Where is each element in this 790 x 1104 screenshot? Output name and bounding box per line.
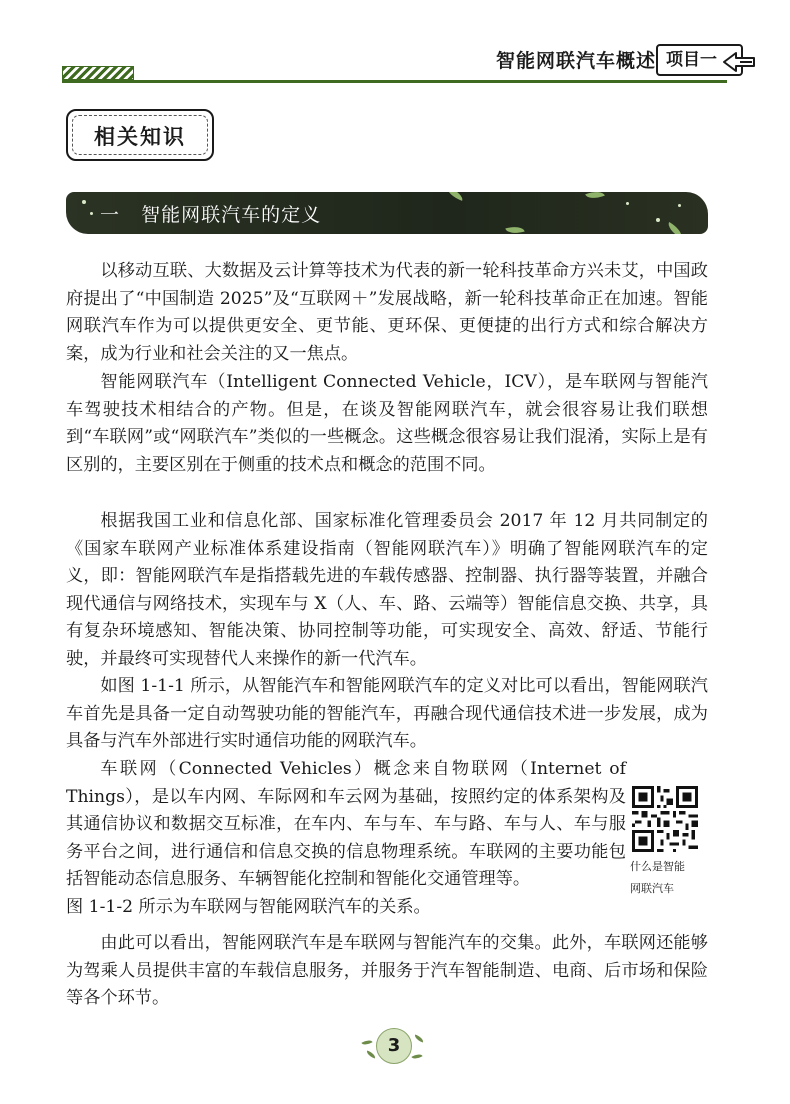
header-rule [62,80,727,83]
decor-dot [82,200,86,204]
leaf-decoration [411,1052,422,1061]
paragraph: 车联网（Connected Vehicles）概念来自物联网（Internet of Things），是以车内网、车际网和车云网为基础，按照约定的体系架构及其通信协议和数据交互标准，在车内、车与车、车与路、车与人、车与服务平台之间，进行通信和信息交换的信息物理系统。车联网的主要功能包括智能动态信息服务、车辆智能化控制和智能化交通管理等。 [66,759,626,890]
decor-dot [656,218,660,222]
project-tag: 项目一 [656,44,743,76]
qr-caption-line: 网联汽车 [630,882,674,895]
section-badge-label: 相关知识 [94,125,186,149]
paragraph: 以移动互联、大数据及云计算等技术为代表的新一轮科技革命方兴未艾，中国政府提出了“中国制造 2025”及“互联网＋”发展战略，新一轮科技革命正在加速。智能网联汽车作为可以提供更安全、更节能、更环保、更便捷的出行方式和综合解决方案，成为行业和社会关注的又一焦点。 [66,261,708,364]
decor-dot [678,204,681,207]
header-stripe-decoration [62,66,134,80]
leaf-decoration [665,222,685,234]
qr-code[interactable] [632,786,698,852]
paragraph: 图 1-1-2 所示为车联网与智能网联汽车的关系。 [66,897,431,917]
leaf-decoration [505,224,524,234]
paragraph: 由此可以看出，智能网联汽车是车联网与智能汽车的交集。此外，车联网还能够为驾乘人员提供丰富的车载信息服务，并服务于汽车智能制造、电商、后市场和保险等各个环节。 [66,933,708,1009]
paragraph: 如图 1-1-1 所示，从智能汽车和智能网联汽车的定义对比可以看出，智能网联汽车首先是具备一定自动驾驶功能的智能汽车，再融合现代通信技术进一步发展，成为具备与汽车外部进行实时通信功能的网联汽车。 [66,676,708,752]
section-badge [66,109,214,161]
arrow-icon [722,50,756,74]
paragraph: 根据我国工业和信息化部、国家标准化管理委员会 2017 年 12 月共同制定的《国家车联网产业标准体系建设指南（智能网联汽车）》明确了智能网联汽车的定义，即：智能网联汽车是指搭载先进的车载传感器、控制器、执行器等装置，并融合现代通信与网络技术，实现车与 X（人、车、路、云端等）智能信息交换、共享，具有复杂环境感知、智能决策、协同控制等功能，可实现安全、高效、舒适、节能行驶，并最终可实现替代人来操作的新一代汽车。 [66,511,708,669]
heading-number: 一 [100,204,121,226]
decor-dot [626,202,629,205]
page-number: 3 [376,1028,412,1064]
paragraph: 智能网联汽车（Intelligent Connected Vehicle，ICV），是车联网与智能汽车驾驶技术相结合的产物。但是，在谈及智能网联汽车，就会很容易让我们联想到“车联网”或“网联汽车”类似的一些概念。这些概念很容易让我们混淆，实际上是有区别的，主要区别在于侧重的技术点和概念的范围不同。 [66,372,708,475]
leaf-decoration [585,192,605,202]
decor-dot [90,212,93,215]
leaf-decoration [365,1050,376,1058]
leaf-decoration [445,192,465,201]
leaf-decoration [413,1034,424,1042]
heading-title: 智能网联汽车的定义 [141,204,322,226]
running-title: 智能网联汽车概述 [496,50,657,72]
section-heading [100,200,321,227]
section-heading-bar [66,192,708,234]
qr-caption-line: 什么是智能 [630,860,685,873]
page-header [0,40,790,90]
leaf-decoration [361,1038,372,1047]
qr-caption [630,856,710,900]
